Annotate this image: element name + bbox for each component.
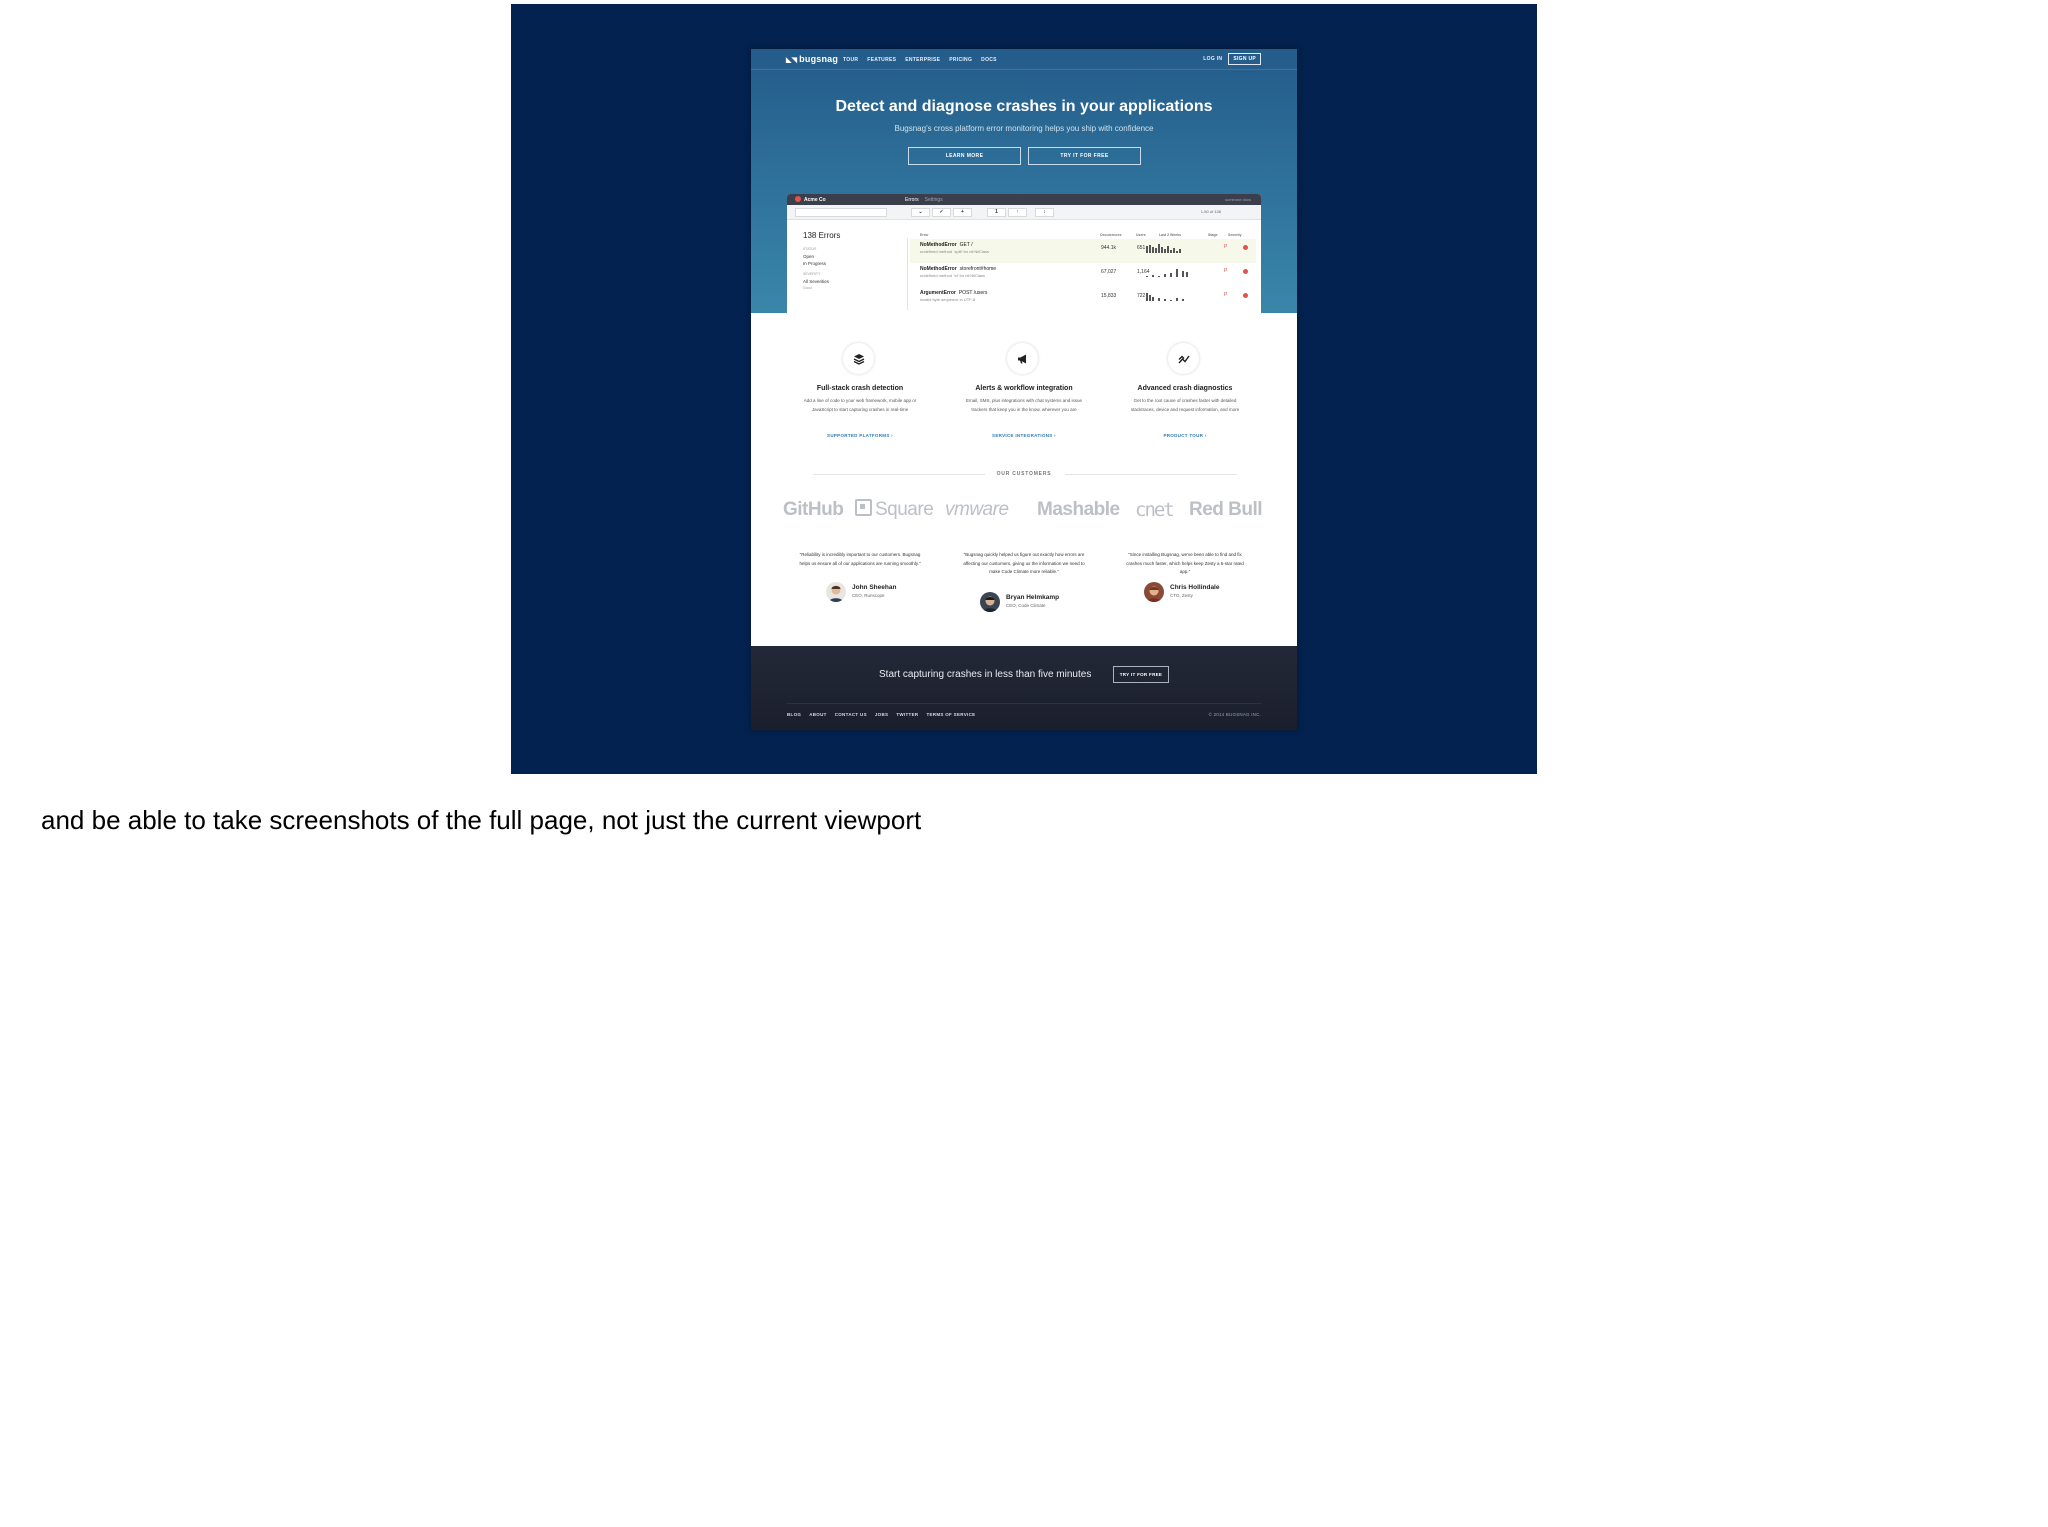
preview-tool-up[interactable]: ↑ (1008, 208, 1027, 217)
slide-frame (511, 4, 1537, 774)
preview-sidebar (803, 246, 829, 292)
error-stage: P (1224, 244, 1228, 250)
col-users: Users (1136, 233, 1146, 237)
signup-button[interactable]: SIGN UP (1228, 53, 1261, 65)
redbull-logo: Red Bull (1189, 499, 1263, 520)
nav-links (843, 57, 997, 63)
preview-toolbar (787, 205, 1261, 220)
nav-link-docs[interactable]: DOCS (981, 57, 997, 63)
divider-line (1065, 474, 1237, 475)
hero-title: Detect and diagnose crashes in your applications (835, 98, 1213, 115)
supported-platforms-link[interactable]: SUPPORTED PLATFORMS › (827, 433, 893, 438)
testimonial-role: CTO, Zesty (1170, 593, 1193, 598)
footer-link-blog[interactable]: BLOG (787, 712, 802, 717)
testimonial-name: Bryan Helmkamp (1006, 594, 1060, 601)
col-occurrences: Occurrences (1100, 233, 1122, 237)
login-link[interactable]: LOG IN (1203, 56, 1223, 62)
trend-sparkline (1146, 267, 1190, 277)
nav-link-enterprise[interactable]: ENTERPRISE (905, 57, 941, 63)
preview-tab-settings[interactable]: Settings (924, 197, 943, 203)
footer (751, 646, 1297, 730)
nav-link-features[interactable]: FEATURES (867, 57, 897, 63)
error-message: undefined method `id' for nil:NilClass (920, 273, 986, 278)
footer-link-terms[interactable]: TERMS OF SERVICE (926, 712, 976, 717)
col-trend: Last 2 Weeks (1159, 233, 1182, 237)
nav-account (1203, 53, 1261, 65)
nav-link-pricing[interactable]: PRICING (949, 57, 973, 63)
preview-topbar (787, 194, 1261, 205)
table-row[interactable] (910, 263, 1256, 287)
preview-tab-errors[interactable]: Errors (905, 197, 919, 203)
filter-good[interactable]: Good (803, 286, 812, 290)
square-logo (855, 499, 933, 521)
service-integrations-link[interactable]: SERVICE INTEGRATIONS › (992, 433, 1056, 438)
website-screenshot (751, 49, 1297, 730)
feature-description: Get to the root cause of crashes faster with detailed stacktraces, device and request information, and more (1130, 398, 1240, 412)
error-occurrences: 15,833 (1101, 293, 1117, 299)
preview-tool-add[interactable]: + (953, 208, 972, 217)
bugsnag-mark-icon: ◣◥ (786, 57, 798, 64)
github-logo: GitHub (783, 499, 844, 520)
testimonial-quote: "Reliability is incredibly important to our customers. Bugsnag helps us ensure all of our applications are running smoothly." (799, 552, 921, 566)
error-name (920, 266, 996, 272)
trend-sparkline (1146, 243, 1190, 253)
app-preview (787, 194, 1261, 313)
error-context: GET / (959, 242, 973, 248)
nav-link-tour[interactable]: TOUR (843, 57, 859, 63)
footer-links (787, 712, 975, 717)
error-class: ArgumentError (920, 290, 956, 296)
testimonial-role: CEO, Code Climate (1006, 603, 1046, 608)
feature-description: Email, SMS, plus integrations with chat systems and issue trackers that keep you in the know, wherever you are (965, 398, 1083, 412)
footer-link-about[interactable]: ABOUT (809, 712, 827, 717)
error-context: POST /users (958, 290, 988, 296)
error-name (920, 290, 987, 296)
cnet-logo: cnet (1135, 499, 1173, 521)
customer-logos (783, 497, 1271, 523)
error-message: invalid byte sequence in UTF-8 (920, 297, 976, 302)
error-users: 651 (1137, 245, 1146, 251)
preview-error-count: 138 Errors (803, 231, 841, 240)
error-name (920, 242, 973, 248)
filter-open[interactable]: Open (803, 254, 815, 259)
filter-all-severities[interactable]: All Severities (803, 279, 830, 284)
footer-link-twitter[interactable]: TWITTER (896, 712, 919, 717)
avatar (980, 592, 1000, 612)
table-row[interactable] (910, 239, 1256, 263)
error-context: storefront#home (959, 266, 997, 272)
try-free-button[interactable]: TRY IT FOR FREE (1028, 147, 1141, 165)
status-label: STATUS (803, 247, 817, 251)
preview-tool-dropdown[interactable]: ⌄ (911, 208, 930, 217)
filter-in-progress[interactable]: In Progress (803, 261, 827, 266)
preview-pager: 1-50 of 138 (1200, 209, 1221, 214)
product-tour-link[interactable]: PRODUCT TOUR › (1163, 433, 1207, 438)
col-error: Error (920, 233, 929, 237)
customers-heading: OUR CUSTOMERS (996, 471, 1052, 477)
vmware-logo: vmware (945, 499, 1009, 520)
layers-icon (843, 343, 874, 374)
severity-dot (1243, 245, 1248, 250)
table-row[interactable] (910, 287, 1256, 311)
error-class: NoMethodError (920, 266, 957, 272)
square-logo-text: Square (875, 499, 934, 520)
severity-label: SEVERITY (803, 272, 821, 276)
footer-divider (787, 703, 1261, 704)
avatar (826, 582, 846, 602)
preview-divider (907, 238, 908, 310)
error-occurrences: 67,027 (1101, 269, 1117, 275)
logo-text: bugsnag (799, 54, 839, 64)
col-stage: Stage (1208, 233, 1218, 237)
megaphone-icon (1007, 343, 1038, 374)
square-mark-icon (855, 499, 872, 516)
preview-tool-check[interactable]: ✓ (932, 208, 951, 217)
preview-org-name: Acme Co (804, 197, 826, 203)
slide-caption: and be able to take screenshots of the full page, not just the current viewport (41, 805, 922, 835)
severity-dot (1243, 293, 1248, 298)
preview-tabs (905, 197, 943, 203)
preview-search-input[interactable] (795, 208, 887, 217)
error-occurrences: 944.1k (1101, 245, 1117, 251)
feature-title: Full-stack crash detection (816, 385, 904, 392)
cta-text: Start capturing crashes in less than five minutes (879, 669, 1092, 680)
testimonial-name: Chris Hollindale (1170, 584, 1220, 591)
preview-tool-sort[interactable]: ↕ (1035, 208, 1054, 217)
testimonial-role: CEO, Runscope (852, 593, 885, 598)
error-class: NoMethodError (920, 242, 957, 248)
footer-link-contact[interactable]: CONTACT US (834, 712, 867, 717)
testimonial-quote: "Bugsnag quickly helped us figure out exactly how errors are affecting our customers, giving us the information we need to make Code Climate more reliable." (963, 552, 1085, 574)
error-users: 1,164 (1137, 269, 1150, 275)
top-nav (751, 49, 1297, 70)
preview-topright: someone docs (1224, 197, 1251, 202)
footer-try-free-button[interactable]: TRY IT FOR FREE (1113, 666, 1169, 683)
hero-subtitle: Bugsnag's cross platform error monitoring helps you ship with confidence (894, 124, 1154, 133)
avatar (1144, 582, 1164, 602)
bugsnag-logo[interactable] (786, 54, 838, 64)
learn-more-button[interactable]: LEARN MORE (908, 147, 1021, 165)
org-badge-icon (795, 196, 801, 202)
error-users: 722 (1137, 293, 1146, 299)
footer-link-jobs[interactable]: JOBS (874, 712, 889, 717)
feature-title: Advanced crash diagnostics (1137, 385, 1233, 392)
copyright: © 2014 BUGSNAG INC. (1208, 712, 1261, 717)
testimonial-name: John Sheehan (852, 584, 897, 591)
trend-sparkline (1146, 291, 1190, 301)
preview-tool-1[interactable]: 1 (987, 208, 1006, 217)
feature-title: Alerts & workflow integration (975, 385, 1073, 392)
error-stage: P (1224, 268, 1228, 274)
error-message: undefined method `split' for nil:NilClass (920, 249, 990, 254)
mashable-logo: Mashable (1037, 499, 1120, 520)
col-severity: Severity (1228, 233, 1242, 237)
severity-dot (1243, 269, 1248, 274)
trend-icon (1168, 343, 1199, 374)
hero-section (751, 49, 1297, 313)
testimonial-quote: "Since installing Bugsnag, we've been able to find and fix crashes much faster, which helps keep Zesty a 5-star rated app." (1126, 552, 1244, 574)
features-section (751, 313, 1297, 438)
error-stage: P (1224, 292, 1228, 298)
preview-org (795, 196, 826, 203)
feature-description: Add a line of code to your web framework, mobile app or JavaScript to start capturing crashes in real-time (803, 398, 917, 412)
